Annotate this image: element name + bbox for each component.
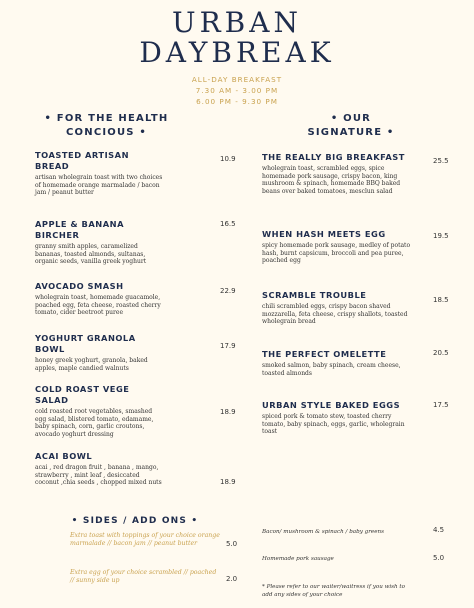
item-name: ACAI BOWL xyxy=(35,451,93,461)
item-description: artisan wholegrain toast with two choices of homemade orange marmalade / bacon jam / peanut butter xyxy=(35,174,163,197)
side-item: Extra egg of your choice scrambled // poached // sunny side up xyxy=(70,569,217,584)
item-description: granny smith apples, caramelized bananas, toasted almonds, sultanas, organic seeds, vanilla greek yoghurt xyxy=(35,243,147,266)
item-description: chili scrambled eggs, crispy bacon shaved mozzarella, feta cheese, crispy shallots, toasted wholegrain bread xyxy=(262,303,408,326)
item-price: 18.9 xyxy=(220,478,236,486)
item-price: 18.5 xyxy=(433,296,449,304)
item-name: YOGHURT GRANOLA BOWL xyxy=(35,333,136,354)
menu-item xyxy=(262,152,412,195)
menu-item xyxy=(35,281,165,317)
item-price: 25.5 xyxy=(433,157,449,165)
item-description: wholegrain toast, scrambled eggs, spice homemade pork sausage, crispy bacon, king mushroom & spinach, homemade BBQ baked beans over baked tomatoes, mesclun salad xyxy=(262,165,401,195)
item-description: spicy homemade pork sausage, medley of potato hash, burnt capsicum, broccoli and pea puree, poached egg xyxy=(262,242,411,265)
section-signature: • OUR SIGNATURE • xyxy=(307,113,395,138)
side-price: 5.0 xyxy=(226,540,238,548)
item-description: acai , red dragon fruit , banana , mango, strawberry , mint leaf , desiccated coconut ,chia seeds , chopped mixed nuts xyxy=(35,464,162,487)
section-health: • FOR THE HEALTH CONCIOUS • xyxy=(44,113,169,138)
item-description: spiced pork & tomato stew, toasted cherry tomato, baby spinach, eggs, garlic, wholegrain toast xyxy=(262,413,405,436)
item-price: 17.5 xyxy=(433,401,449,409)
item-description: cold roasted root vegetables, smashed egg salad, blistered tomato, edamame, baby spinach, corn, garlic croutons, avocado yoghurt dressing xyxy=(35,408,154,438)
hours-line-3: 6.00 PM - 9.30 PM xyxy=(196,97,278,106)
brand-line-2: DAYBREAK xyxy=(139,36,335,69)
menu-item xyxy=(262,400,412,436)
menu-item xyxy=(35,384,165,438)
item-description: honey greek yoghurt, granola, baked apples, maple candied walnuts xyxy=(35,357,148,372)
menu-item xyxy=(35,333,165,372)
item-name: TOASTED ARTISAN BREAD xyxy=(35,150,130,171)
item-price: 19.5 xyxy=(433,232,449,240)
item-price: 17.9 xyxy=(220,342,236,350)
side-item: Homemade pork sausage xyxy=(262,556,334,562)
menu-item xyxy=(262,229,412,265)
item-description: wholegrain toast, homemade guacamole, poached egg, feta cheese, roasted cherry tomato, cider beetroot puree xyxy=(35,294,161,317)
hours-line-1: ALL-DAY BREAKFAST xyxy=(191,75,283,84)
section-sides: • SIDES / ADD ONS • xyxy=(71,516,199,526)
item-name: THE PERFECT OMELETTE xyxy=(262,349,387,359)
brand-line-1: URBAN xyxy=(172,6,302,39)
hours-line-2: 7.30 AM - 3.00 PM xyxy=(195,86,279,95)
menu-item xyxy=(35,150,165,197)
item-name: COLD ROAST VEGE SALAD xyxy=(35,384,130,405)
side-item: Extra toast with toppings of your choice orange marmalade // bacon jam // peanut butter xyxy=(70,532,220,547)
item-name: SCRAMBLE TROUBLE xyxy=(262,290,367,300)
item-price: 10.9 xyxy=(220,155,236,163)
item-name: URBAN STYLE BAKED EGGS xyxy=(262,400,401,410)
menu-item xyxy=(262,349,412,377)
menu-item xyxy=(35,451,165,487)
item-name: THE REALLY BIG BREAKFAST xyxy=(262,152,405,162)
menu-item xyxy=(35,219,165,266)
item-name: APPLE & BANANA BIRCHER xyxy=(35,219,125,240)
item-name: AVOCADO SMASH xyxy=(35,281,124,291)
side-price: 2.0 xyxy=(226,575,238,583)
item-price: 16.5 xyxy=(220,220,236,228)
side-item: Bacon/ mushroom & spinach / baby greens xyxy=(262,529,384,535)
item-price: 20.5 xyxy=(433,349,449,357)
item-price: 18.9 xyxy=(220,408,236,416)
side-price: 4.5 xyxy=(433,526,445,534)
side-price: 5.0 xyxy=(433,554,445,562)
menu-item xyxy=(262,290,412,326)
item-description: smoked salmon, baby spinach, cream cheese, toasted almonds xyxy=(262,362,401,377)
sides-note: * Please refer to our waiter/waitress if you wish to add any sides of your choice xyxy=(262,584,406,598)
item-name: WHEN HASH MEETS EGG xyxy=(262,229,386,239)
item-price: 22.9 xyxy=(220,287,236,295)
